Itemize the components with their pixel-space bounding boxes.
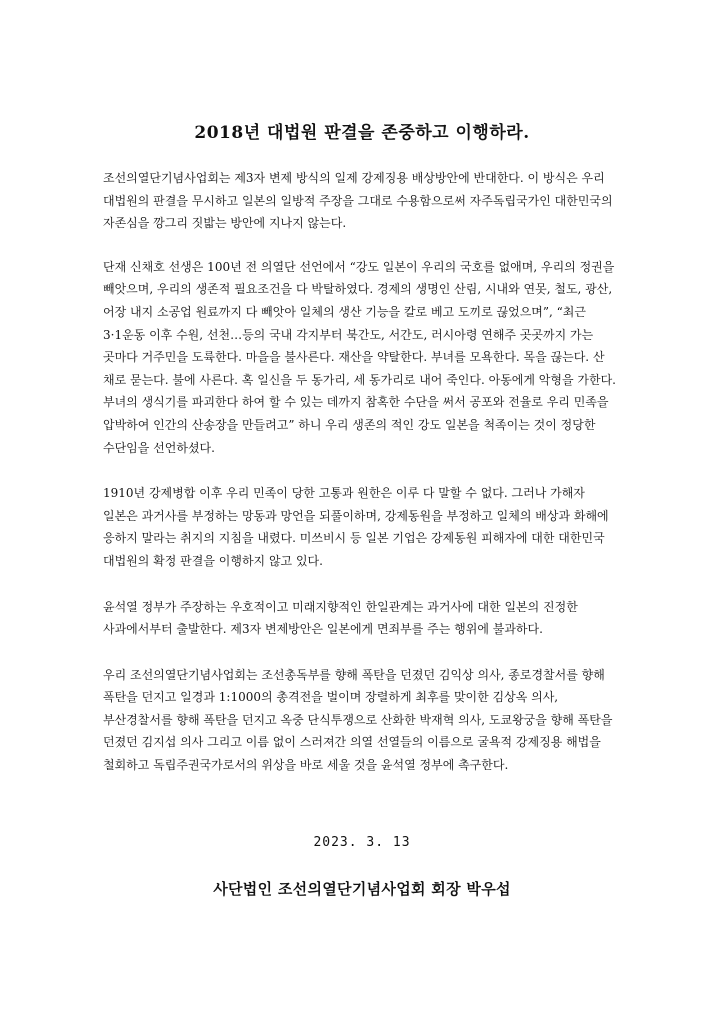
document-body xyxy=(103,167,623,798)
paragraph-4: 윤석열 정부가 주장하는 우호적이고 미래지향적인 한일관계는 과거사에 대한 일본의 진정한 사과에서부터 출발한다. 제3자 변제방안은 일본에게 면죄부를 주는 행위에 불과하다. xyxy=(103,599,578,637)
paragraph-5: 우리 조선의열단기념사업회는 조선총독부를 향해 폭탄을 던졌던 김익상 의사, 종로경찰서를 향해 폭탄을 던지고 일경과 1:1000의 총격전을 벌이며 장렬하게 최후를 맞이한 김상옥 의사, 부산경찰서를 향해 폭탄을 던지고 옥중 단식투쟁으로 산화한 박재혁 의사, 도쿄왕궁을 향해 폭탄을 던졌던 김지섭 의사 그리고 이름 없이 스러져간 의열 선열들의 이름으로 굴욕적 강제징용 해법을 철회하고 독립주권국가로서의 위상을 바로 세울 것을 윤석열 정부에 촉구한다. xyxy=(103,667,613,773)
document-title: 2018년 대법원 판결을 존중하고 이행하라. xyxy=(194,123,530,143)
paragraph-2: 단재 신채호 선생은 100년 전 의열단 선언에서 “강도 일본이 우리의 국호를 없애며, 우리의 정권을 빼앗으며, 우리의 생존적 필요조건을 다 박탈하였다. 경제의 생명인 산림, 시내와 연못, 철도, 광산, 어장 내지 소공업 원료까지 다 빼앗아 일체의 생산 기능을 칼로 베고 도끼로 끊었으며”, “최근 3·1운동 이후 수원, 선천…등의 국내 각지부터 북간도, 서간도, 러시아령 연해주 곳곳까지 가는 곳마다 거주민을 도륙한다. 마을을 불사른다. 재산을 약탈한다. 부녀를 모욕한다. 목을 끊는다. 산 채로 묻는다. 불에 사른다. 혹 일신을 두 동가리, 세 동가리로 내어 죽인다. 아동에게 악형을 가한다. 부녀의 생식기를 파괴한다 하여 할 수 있는 데까지 참혹한 수단을 써서 공포와 전율로 우리 민족을 압박하여 인간의 산송장을 만들려고” 하니 우리 생존의 적인 강도 일본을 척족이는 것이 정당한 수단임을 선언하셨다. xyxy=(103,259,616,455)
paragraph-3: 1910년 강제병합 이후 우리 민족이 당한 고통과 원한은 이루 다 말할 수 없다. 그러나 가해자 일본은 과거사를 부정하는 망동과 망언을 되풀이하며, 강제동원을 부정하고 일체의 배상과 화해에 응하지 말라는 취지의 지침을 내렸다. 미쓰비시 등 일본 기업은 강제동원 피해자에 대한 대한민국 대법원의 확정 판결을 이행하지 않고 있다. xyxy=(103,486,609,568)
document-signer: 사단법인 조선의열단기념사업회 회장 박우섭 xyxy=(213,880,511,898)
paragraph-1: 조선의열단기념사업회는 제3자 변제 방식의 일제 강제징용 배상방안에 반대한다. 이 방식은 우리 대법원의 판결을 무시하고 일본의 일방적 주장을 그대로 수용함으로써 자주독립국가인 대한민국의 자존심을 깡그리 짓밟는 방안에 지나지 않는다. xyxy=(103,171,613,231)
document-date: 2023. 3. 13 xyxy=(313,835,411,850)
